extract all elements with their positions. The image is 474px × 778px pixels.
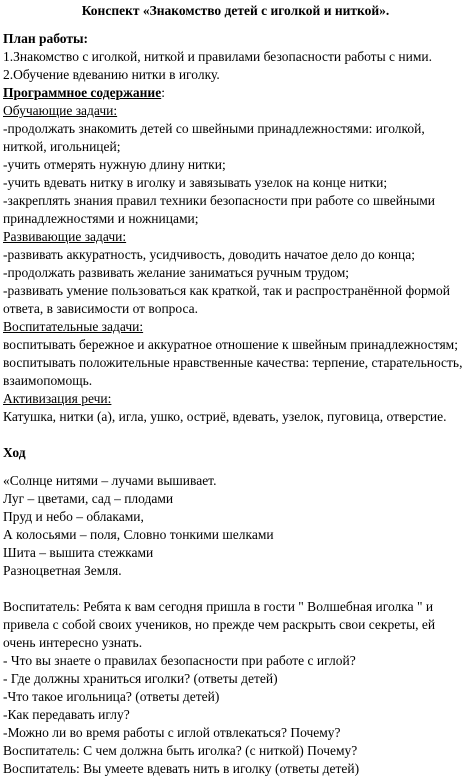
dialogue-line: -Как передавать иглу? [3,707,130,722]
dialogue-line: -Можно ли во время работы с иглой отвлекаться? Почему? [3,725,341,740]
poem-line: Разноцветная Земля. [3,563,122,578]
program-heading-line [3,84,468,102]
document-page [0,2,474,776]
course-heading: Ход [3,445,26,460]
developing-task-item: -развивать аккуратность, усидчивость, доводить начатое дело до конца; [3,247,415,262]
program-heading-colon: : [161,85,165,100]
plan-heading: План работы: [3,31,89,46]
plan-item: 2.Обучение вдеванию нитки в иголку. [3,67,220,82]
dialogue-line: - Где должны храниться иголки? (ответы детей) [3,671,278,686]
poem-line: Пруд и небо – облаками, [3,509,144,524]
plan-item: 1.Знакомство с иголкой, ниткой и правилами безопасности работы с ними. [3,49,432,64]
dialogue-line: - Что вы знаете о правилах безопасности при работе с иглой? [3,653,356,668]
dialogue-line: Воспитатель: С чем должна быть иголка? (с ниткой) Почему? [3,743,358,758]
upbringing-task-item: воспитывать бережное и аккуратное отношение к швейным принадлежностям; [3,337,458,352]
teaching-task-item: -продолжать знакомить детей со швейными принадлежностями: иголкой, ниткой, игольницей; [3,121,425,154]
upbringing-tasks-heading: Воспитательные задачи: [3,319,144,334]
spacer [3,426,468,444]
program-heading: Программное содержание [3,85,162,100]
developing-task-item: -развивать умение пользоваться как краткой, так и распространённой формой ответа, в зависимости от вопроса. [3,283,451,316]
upbringing-task-item: воспитывать положительные нравственные качества: терпение, старательность, взаимопомощь. [3,355,463,388]
teaching-task-item: -учить вдевать нитку в иголку и завязывать узелок на конце нитки; [3,175,388,190]
document-title: Конспект «Знакомство детей с иголкой и ниткой». [81,3,390,18]
teaching-task-item: -закреплять знания правил техники безопасности при работе со швейными принадлежностями и ножницами; [3,193,436,226]
poem-line: «Солнце нитями – лучами вышивает. [3,473,217,488]
vocabulary-heading: Активизация речи: [3,391,112,406]
poem-line: Луг – цветами, сад – плодами [3,491,174,506]
dialogue-line: Воспитатель: Ребята к вам сегодня пришла в гости " Волшебная иголка " и привела с собой своих учеников, но прежде чем раскрыть свои секреты, ей очень интересно узнать. [3,599,436,650]
dialogue-line: Воспитатель: Вы умеете вдевать нить в иголку (ответы детей) [3,761,360,776]
teaching-task-item: -учить отмерять нужную длину нитки; [3,157,226,172]
vocabulary-text: Катушка, нитки (а), игла, ушко, остриё, вдевать, узелок, пуговица, отверстие. [3,409,447,424]
dialogue-line: -Что такое игольница? (ответы детей) [3,689,220,704]
poem-line: Шита – вышита стежками [3,545,154,560]
developing-task-item: -продолжать развивать желание заниматься ручным трудом; [3,265,350,280]
teaching-tasks-heading: Обучающие задачи: [3,103,118,118]
spacer [3,462,468,472]
developing-tasks-heading: Развивающие задачи: [3,229,127,244]
spacer [3,580,468,598]
poem-line: А колосьями – поля, Словно тонкими шелками [3,527,274,542]
